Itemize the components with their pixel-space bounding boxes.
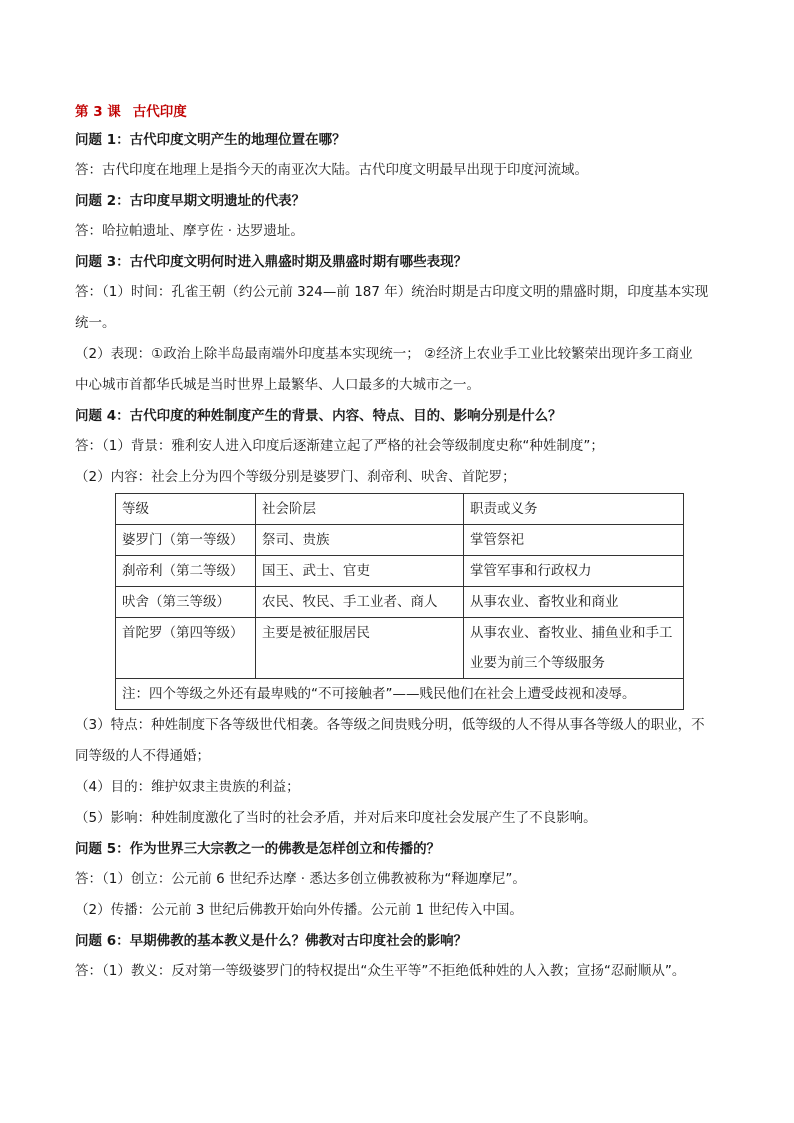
table-header-cell: 职责或义务 (464, 494, 684, 525)
answer-4-impact: （5）影响：种姓制度激化了当时的社会矛盾，并对后来印度社会发展产生了不良影响。 (75, 810, 597, 826)
question-1: 问题 1：古代印度文明产生的地理位置在哪？ (75, 132, 346, 148)
question-4: 问题 4：古代印度的种姓制度产生的背景、内容、特点、目的、影响分别是什么？ (75, 408, 562, 424)
table-header-cell: 等级 (116, 494, 256, 525)
table-cell: 从事农业、畜牧业和商业 (464, 587, 684, 618)
answer-6-doctrine: 答：（1）教义：反对第一等级婆罗门的特权提出“众生平等”不拒绝低种姓的人入教；宣扬“忍耐顺从”。 (75, 963, 686, 979)
lesson-number: 第 3 课 (75, 104, 121, 120)
table-cell: 掌管祭祀 (464, 525, 684, 556)
answer-4-feature-line2: 同等级的人不得通婚； (75, 748, 210, 764)
answer-4-purpose: （4）目的：维护奴隶主贵族的利益； (75, 779, 300, 795)
answer-4-background: 答：（1）背景：雅利安人进入印度后逐渐建立起了严格的社会等级制度史称“种姓制度”； (75, 438, 604, 454)
table-row (116, 556, 684, 587)
table-cell: 首陀罗（第四等级） (116, 618, 256, 679)
question-2: 问题 2：古印度早期文明遗址的代表？ (75, 193, 306, 209)
answer-3-time-line1: 答：（1）时间：孔雀王朝（约公元前 324—前 187 年）统治时期是古印度文明的鼎盛时期，印度基本实现 (75, 284, 709, 300)
table-cell: 农民、牧民、手工业者、商人 (256, 587, 464, 618)
question-3: 问题 3：古代印度文明何时进入鼎盛时期及鼎盛时期有哪些表现？ (75, 254, 468, 270)
lesson-title: 古代印度 (132, 104, 187, 120)
table-row (116, 525, 684, 556)
table-row (116, 587, 684, 618)
answer-1: 答：古代印度在地理上是指今天的南亚次大陆。古代印度文明最早出现于印度河流域。 (75, 162, 588, 178)
table-cell: 婆罗门（第一等级） (116, 525, 256, 556)
answer-4-content: （2）内容：社会上分为四个等级分别是婆罗门、刹帝利、吠舍、首陀罗； (75, 469, 516, 485)
table-header-row (116, 494, 684, 525)
table-cell: 掌管军事和行政权力 (464, 556, 684, 587)
lesson-content (75, 99, 725, 987)
caste-table (115, 493, 684, 710)
answer-3-manifest-line1: （2）表现：①政治上除半岛最南端外印度基本实现统一； ②经济上农业手工业比较繁荣出现许多工商业 (75, 346, 693, 362)
table-cell: 国王、武士、官吏 (256, 556, 464, 587)
question-6: 问题 6：早期佛教的基本教义是什么？佛教对古印度社会的影响？ (75, 933, 468, 949)
lesson-heading (75, 99, 725, 125)
answer-4-feature-line1: （3）特点：种姓制度下各等级世代相袭。各等级之间贵贱分明，低等级的人不得从事各等级人的职业，不 (75, 717, 705, 733)
answer-5-founding: 答：（1）创立：公元前 6 世纪乔达摩 · 悉达多创立佛教被称为“释迦摩尼”。 (75, 871, 526, 887)
table-cell: 刹帝利（第二等级） (116, 556, 256, 587)
answer-5-spread: （2）传播：公元前 3 世纪后佛教开始向外传播。公元前 1 世纪传入中国。 (75, 902, 523, 918)
question-5: 问题 5：作为世界三大宗教之一的佛教是怎样创立和传播的？ (75, 841, 441, 857)
table-note-row (116, 679, 684, 710)
table-header-cell: 社会阶层 (256, 494, 464, 525)
answer-2: 答：哈拉帕遗址、摩亨佐 · 达罗遗址。 (75, 223, 304, 239)
table-note: 注：四个等级之外还有最卑贱的“不可接触者”——贱民他们在社会上遭受歧视和凌辱。 (116, 679, 684, 710)
table-row (116, 618, 684, 679)
table-cell: 祭司、贵族 (256, 525, 464, 556)
answer-3-manifest-line2: 中心城市首都华氏城是当时世界上最繁华、人口最多的大城市之一。 (75, 377, 480, 393)
answer-3-time-line2: 统一。 (75, 315, 116, 331)
table-cell: 从事农业、畜牧业、捕鱼业和手工业要为前三个等级服务 (464, 618, 684, 679)
table-cell: 主要是被征服居民 (256, 618, 464, 679)
table-cell: 吠舍（第三等级） (116, 587, 256, 618)
